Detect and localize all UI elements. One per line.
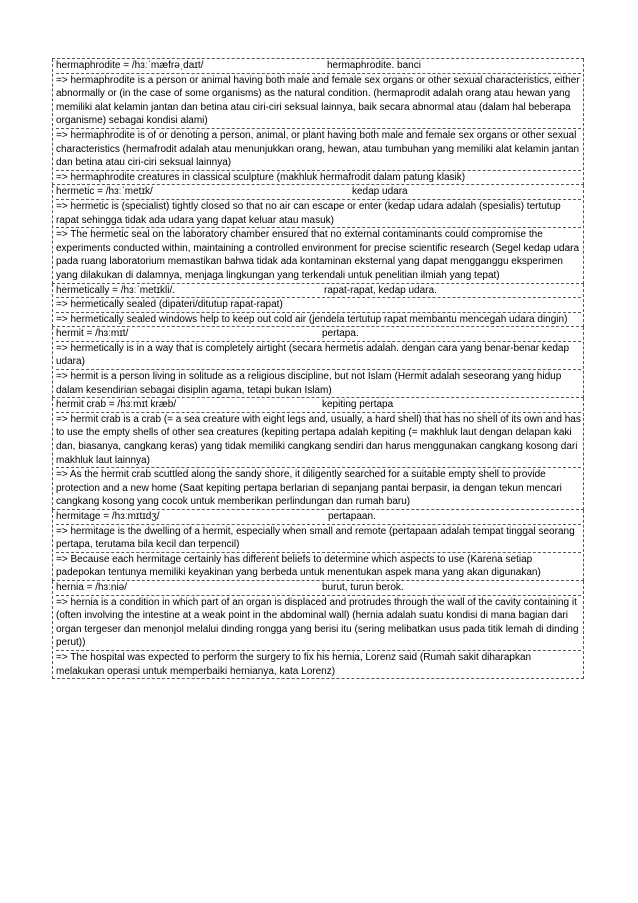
headword-pronunciation: hermetically = /hɜːˈmetɪkli/. bbox=[56, 284, 176, 296]
entry-headword bbox=[56, 59, 581, 74]
headword-pronunciation: hernia = /hɜːniə/ bbox=[56, 581, 128, 593]
example-line: => Because each hermitage certainly has different beliefs to determine which aspects to use (Karena setiap padepokan tentunya memiliki keyakinan yang berbeda untuk menentukan aspek mana yang akan digunakan) bbox=[56, 553, 541, 579]
translation: kepiting pertapa bbox=[322, 399, 394, 411]
headword-pronunciation: hermetic = /hɜːˈmetɪk/ bbox=[56, 186, 153, 198]
definition-line: => hermaphrodite is of or denoting a person, animal, or plant having both male and female sex organs or other sexual characteristics (hermafrodit adalah atau menunjukkan orang, hewan, atau tumbuhan yang memiliki alat kelamin jantan dan betina atau ciri-ciri seksual lainnya) bbox=[56, 129, 581, 171]
translation: burut, turun berok. bbox=[322, 581, 404, 593]
headword-pronunciation: hermit crab = /hɜːmɪt kræb/ bbox=[56, 399, 177, 411]
entry-headword bbox=[56, 327, 581, 342]
definition-line: => hermaphrodite is a person or animal having both male and female sex organs or other sexual characteristics, either abnormally or (in the case of some organisms) as the natural condition. (hermaprodit adalah orang atau hewan yang memiliki alat kelamin jantan dan betina atau ciri-ciri seksual lainnya, baik secara abnormal atau (dalam hal beberapa organisme) sebagai kondisi alami) bbox=[56, 74, 581, 129]
entry-hermetic bbox=[52, 185, 584, 283]
dictionary-table bbox=[52, 58, 584, 679]
example-line: => hermaphrodite creatures in classical sculpture (makhluk hermafrodit dalam patung klasik) bbox=[56, 171, 466, 183]
example-line: => As the hermit crab scuttled along the sandy shore, it diligently searched for a suitable empty shell to provide protection and a new home (Saat kepiting pertapa berlarian di sepanjang pantai berpasir, ia dengan tekun mencari cangkang kosong yang cocok untuk memberikan perlindungan dan rumah baru) bbox=[56, 469, 562, 508]
definition-line: => hermit crab is a crab (= a sea creature with eight legs and, usually, a hard shell) that has no shell of its own and has to use the empty shells of other sea creatures (kepiting pertapa adalah kepiting (= makhluk laut dengan delapan kaki dan, biasanya, cangkang keras) yang tidak memiliki cangkang sendiri dan harus menggunakan cangkang kosong dari makhluk laut lainnya) bbox=[56, 413, 581, 468]
definition-line: => hermit is a person living in solitude as a religious discipline, but not Islam (Hermit adalah seseorang yang hidup dalam kesendirian sebagai disiplin agama, tetapi bukan Islam) bbox=[56, 371, 562, 396]
translation: pertapa. bbox=[322, 328, 359, 340]
entry-headword bbox=[56, 510, 581, 525]
example-line: => The hospital was expected to perform the surgery to fix his hernia, Lorenz said (Rumah sakit diharapkan melakukan operasi untuk memperbaiki hernianya, kata Lorenz) bbox=[56, 651, 532, 677]
headword-pronunciation: hermitage = /hɜːmɪtɪdʒ/ bbox=[56, 511, 160, 522]
entry-headword bbox=[56, 581, 581, 596]
translation: rapat-rapat, kedap udara. bbox=[324, 284, 437, 296]
entry-hermitage bbox=[52, 510, 584, 581]
translation: kedap udara bbox=[352, 186, 408, 198]
entry-headword bbox=[56, 284, 581, 299]
example-line: => The hermetic seal on the laboratory chamber ensured that no external contaminants could compromise the experiments conducted within, maintaining a controlled environment for precise scientific research (Segel kedap udara pada ruang laboratorium memastikan bahwa tidak ada kontaminan eksternal yang dapat mengganggu eksperimen yang dilakukan di dalamnya, menjaga lingkungan yang terkendali untuk penelitian ilmiah yang tepat) bbox=[56, 229, 580, 281]
definition-line: => hermetically sealed (dipateri/ditutup rapat-rapat) bbox=[56, 298, 581, 313]
headword-pronunciation: hermit = /hɜːmɪt/ bbox=[56, 328, 129, 340]
definition-line: => hernia is a condition in which part of an organ is displaced and protrudes through the wall of the cavity containing it (often involving the intestine at a weak point in the abdominal wall) (hernia adalah suatu kondisi di mana bagian dari organ tergeser dan menonjol melalui dinding rongga yang berisi itu (sering melibatkan usus pada titik lemah di dinding perut)) bbox=[56, 596, 581, 651]
definition-line: => hermetically is in a way that is completely airtight (secara hermetis adalah. dengan cara yang benar-benar kedap udara) bbox=[56, 342, 581, 370]
entry-hermit-crab bbox=[52, 398, 584, 510]
definition-line: => hermitage is the dwelling of a hermit, especially when small and remote (pertapaan adalah tempat tinggal seorang pertapa, terutama bila kecil dan terpencil) bbox=[56, 525, 581, 553]
entry-headword bbox=[56, 185, 581, 200]
translation: hermaphrodite. banci bbox=[327, 60, 421, 71]
headword-pronunciation: hermaphrodite = /hɜːˈmæfrəˌdaɪt/ bbox=[56, 60, 204, 71]
entry-hernia bbox=[52, 581, 584, 679]
example-line: => hermetically sealed windows help to keep out cold air (jendela tertutup rapat membantu mencegah udara dingin) bbox=[56, 313, 568, 325]
entry-hermetically bbox=[52, 284, 584, 328]
definition-line: => hermetic is (specialist) tightly closed so that no air can escape or enter (kedap udara adalah (spesialis) tertutup rapat sehingga tidak ada udara yang dapat keluar atau masuk) bbox=[56, 200, 581, 228]
entry-headword bbox=[56, 398, 581, 413]
translation: pertapaan. bbox=[328, 511, 376, 522]
entry-hermaphrodite bbox=[52, 59, 584, 185]
entry-hermit bbox=[52, 327, 584, 398]
